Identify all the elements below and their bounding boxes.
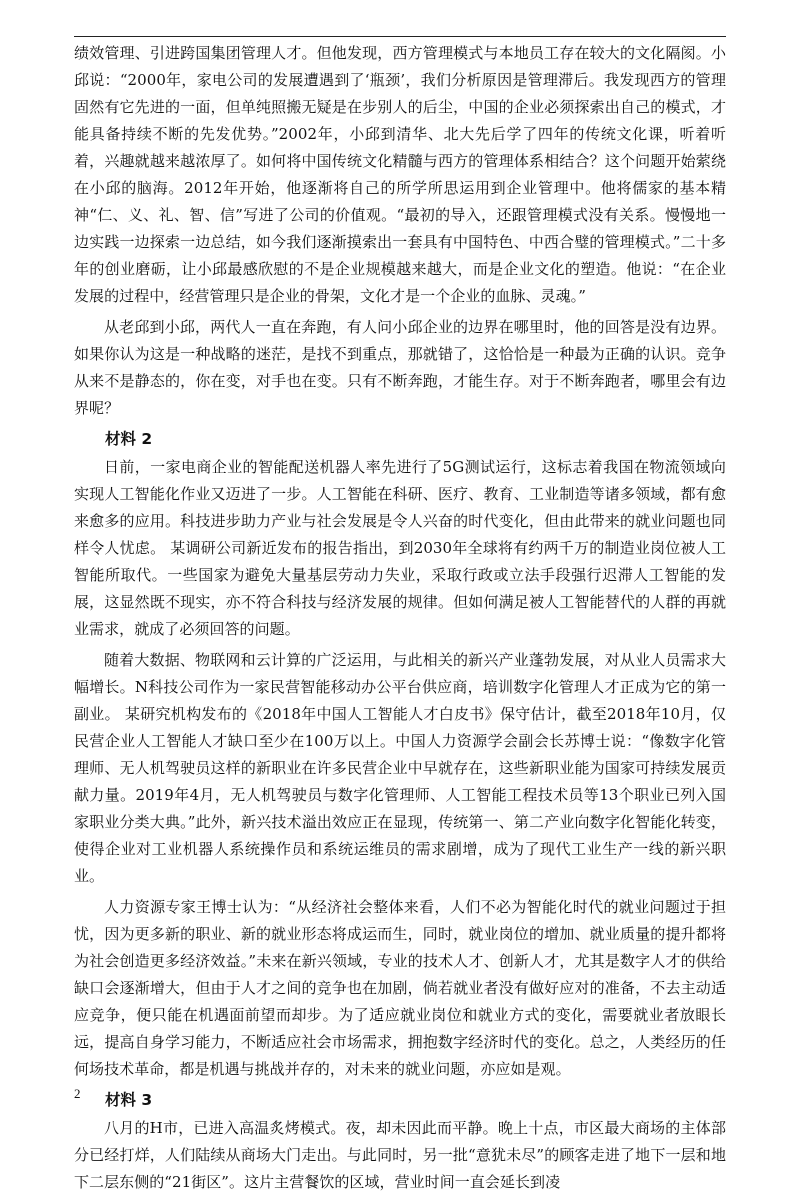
section-heading-material-3: 材料 3 [105,1091,153,1109]
header-rule [74,36,726,37]
page-number: 2 [74,1086,81,1101]
body-paragraph: 绩效管理、引进跨国集团管理人才。但他发现，西方管理模式与本地员工存在较大的文化隔阂。小邱说：“2000年，家电公司的发展遭遇到了‘瓶颈’，我们分析原因是管理滞后。我发现西方的管理固然有它先进的一面，但单纯照搬无疑是在步别人的后尘，中国的企业必须探索出自己的模式，才能具备持续不断的先发优势。”2002年，小邱到清华、北大先后学了四年的传统文化课，听着听着，兴趣就越来越浓厚了。如何将中国传统文化精髓与西方的管理体系相结合？这个问题开始萦绕在小邱的脑海。2012年开始，他逐渐将自己的所学所思运用到企业管理中。他将儒家的基本精神“仁、义、礼、智、信”写进了公司的价值观。“最初的导入，还跟管理模式没有关系。慢慢地一边实践一边探索一边总结，如今我们逐渐摸索出一套具有中国特色、中西合璧的管理模式。”二十多年的创业磨砺，让小邱最感欣慰的不是企业规模越来越大，而是企业文化的塑造。他说：“在企业发展的过程中，经营管理只是企业的骨架，文化才是一个企业的血脉、灵魂。” [74,44,726,305]
body-paragraph: 八月的H市，已进入高温炙烤模式。夜，却未因此而平静。晚上十点，市区最大商场的主体部分已经打烊，人们陆续从商场大门走出。与此同时，另一批“意犹未尽”的顾客走进了地下一层和地下二层东侧的“21街区”。这片主营餐饮的区域，营业时间一直会延长到凌 [74,1119,726,1191]
body-paragraph: 人力资源专家王博士认为：“从经济社会整体来看，人们不必为智能化时代的就业问题过于担忧，因为更多新的职业、新的就业形态将成运而生，同时，就业岗位的增加、就业质量的提升都将为社会创造更多经济效益。”未来在新兴领域，专业的技术人才、创新人才，尤其是数字人才的供给缺口会逐渐增大，但由于人才之间的竞争也在加剧，倘若就业者没有做好应对的准备，不去主动适应竞争，便只能在机遇面前望而却步。为了适应就业岗位和就业方式的变化，需要就业者放眼长远，提高自身学习能力，不断适应社会市场需求，拥抱数字经济时代的变化。总之，人类经历的任何场技术革命，都是机遇与挑战并存的，对未来的就业问题，亦应如是观。 [74,898,726,1078]
body-paragraph: 从老邱到小邱，两代人一直在奔跑，有人问小邱企业的边界在哪里时，他的回答是没有边界。如果你认为这是一种战略的迷茫，是找不到重点，那就错了，这恰恰是一种最为正确的认识。竞争从来不是静态的，你在变，对手也在变。只有不断奔跑，才能生存。对于不断奔跑者，哪里会有边界呢？ [74,318,726,417]
body-paragraph: 日前，一家电商企业的智能配送机器人率先进行了5G测试运行，这标志着我国在物流领域向实现人工智能化作业又迈进了一步。人工智能在科研、医疗、教育、工业制造等诸多领域，都有愈来愈多的应用。科技进步助力产业与社会发展是令人兴奋的时代变化，但由此带来的就业问题也同样令人忧虑。 某调研公司新近发布的报告指出，到2030年全球将有约两千万的制造业岗位被人工智能所取代。一些国家为避免大量基层劳动力失业，采取行政或立法手段强行迟滞人工智能的发展，这显然既不现实，亦不符合科技与经济发展的规律。但如何满足被人工智能替代的人群的再就业需求，就成了必须回答的问题。 [74,458,726,638]
section-heading-material-2: 材料 2 [105,430,153,448]
body-paragraph: 随着大数据、物联网和云计算的广泛运用，与此相关的新兴产业蓬勃发展，对从业人员需求大幅增长。N科技公司作为一家民营智能移动办公平台供应商，培训数字化管理人才正成为它的第一副业。 某研究机构发布的《2018年中国人工智能人才白皮书》保守估计，截至2018年10月，仅民营企业人工智能人才缺口至少在100万以上。中国人力资源学会副会长苏博士说：“像数字化管理师、无人机驾驶员这样的新职业在许多民营企业中早就存在，这些新职业能为国家可持续发展贡献力量。2019年4月，无人机驾驶员与数字化管理师、人工智能工程技术员等13个职业已列入国家职业分类大典。”此外，新兴技术溢出效应正在显现，传统第一、第二产业向数字化智能化转变，使得企业对工业机器人系统操作员和系统运维员的需求剧增，成为了现代工业生产一线的新兴职业。 [74,651,726,885]
page-body [74,40,726,1196]
